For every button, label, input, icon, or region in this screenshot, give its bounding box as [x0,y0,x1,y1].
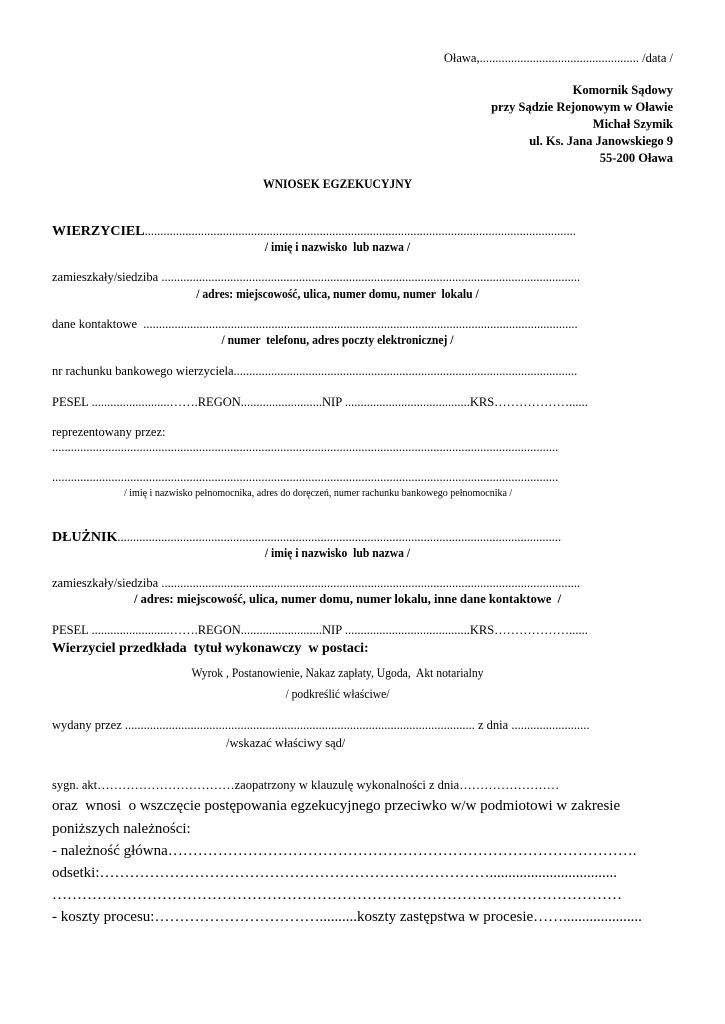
represented-by-label: reprezentowany przez: [52,425,166,439]
creditor-name-field: .......................................................................................................................................... [144,224,576,238]
representative-line-2: .................................................................................................................................................................. [52,470,559,484]
case-number-field: sygn. akt……………………………zaopatrzony w klauzulę wykonalności z dnia…………………… [52,778,560,792]
creditor-residence-hint: / adres: miejscowość, ulica, numer domu, numer lokalu / [196,287,479,301]
creditor-residence-field: zamieszkały/siedziba ...................................................................................................................................... [52,270,581,284]
principal-amount-field: - należność główna…………………………………………………………………………………. [52,843,637,859]
document-title: WNIOSEK EGZEKUCYJNY [262,177,413,191]
issued-by-field: wydany przez ................................................................................................................ z dnia ......................... [52,718,590,732]
place-date-field: Oława,................................................... /data / [443,51,673,65]
request-text-line-1: oraz wnosi o wszczęcie postępowania egzekucyjnego przeciwko w/w podmiotowi w zakresie [52,798,621,814]
enforcement-title-options: Wyrok , Postanowienie, Nakaz zapłaty, Ugoda, Akt notarialny [191,666,484,680]
issued-by-hint: /wskazać właściwy sąd/ [226,736,346,750]
creditor-ids-field: PESEL .........................…….REGON..........................NIP ........................................KRS………………...... [52,395,588,409]
addressee-line-1: Komornik Sądowy [572,83,673,97]
debtor-ids-field: PESEL .........................…….REGON..........................NIP ........................................KRS………………...... [52,623,588,637]
request-text-line-2: poniższych należności: [52,821,191,837]
debtor-label: DŁUŻNIK [52,530,118,545]
representative-hint: / imię i nazwisko pełnomocnika, adres do doręczeń, numer rachunku bankowego pełnomocnika / [124,488,513,499]
addressee-line-4: ul. Ks. Jana Janowskiego 9 [529,134,673,148]
creditor-row [52,225,576,239]
creditor-contact-field: dane kontaktowe ........................................................................................................................................... [52,317,578,331]
blank-line-field: …………………………………………………………………………………………………… [52,887,622,903]
addressee-line-2: przy Sądzie Rejonowym w Oławie [491,100,673,114]
addressee-line-5: 55-200 Oława [599,151,673,165]
creditor-label: WIERZYCIEL [52,224,145,239]
enforcement-title-heading: Wierzyciel przedkłada tytuł wykonawczy w postaci: [52,641,369,656]
creditor-name-hint: / imię i nazwisko lub nazwa / [264,240,411,254]
enforcement-title-options-hint: / podkreślić właściwe/ [285,687,390,701]
representative-line-1: .................................................................................................................................................................. [52,440,559,454]
interest-field: odsetki:…………………………………………………………………….................................. [52,865,617,881]
costs-field: - koszty procesu:……………………………..........koszty zastępstwa w procesie……..................... [52,909,642,925]
creditor-contact-hint: / numer telefonu, adres poczty elektronicznej / [221,333,454,347]
debtor-row [52,531,561,545]
debtor-residence-hint: / adres: miejscowość, ulica, numer domu, numer lokalu, inne dane kontaktowe / [134,592,562,606]
debtor-residence-field: zamieszkały/siedziba ...................................................................................................................................... [52,576,581,590]
debtor-name-hint: / imię i nazwisko lub nazwa / [264,546,411,560]
addressee-line-3: Michał Szymik [592,117,673,131]
creditor-bank-field: nr rachunku bankowego wierzyciela.............................................................................................................. [52,364,578,378]
debtor-name-field: .............................................................................................................................................. [117,530,562,544]
